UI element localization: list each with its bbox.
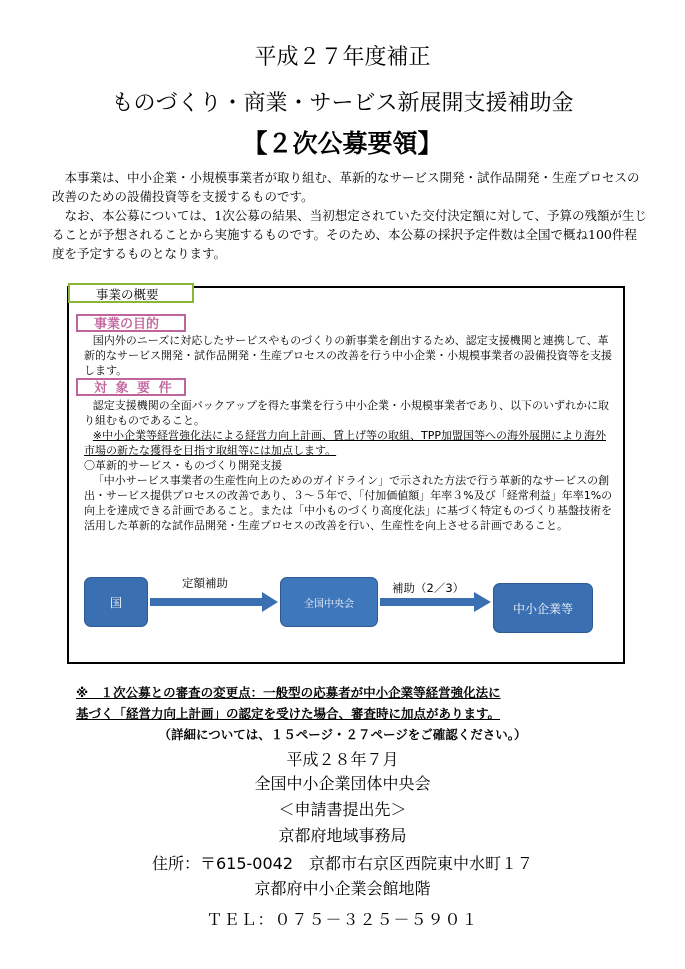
notice-line-2: 基づく「経営力向上計画」の認定を受けた場合、審査時に加点があります。 (76, 706, 501, 721)
flow-node-central-association: 全国中央会 (280, 577, 378, 627)
flow-label-subsidy-ratio: 補助（2／3） (392, 581, 465, 595)
header-year-title: 平成２７年度補正 (254, 45, 431, 70)
purpose-text: 国内外のニーズに対応したサービスやものづくりの新事業を創出するため、認定支援機関と連携して、革新的なサービス開発・試作品開発・生産プロセスの改善を行う中小企業・小規模事業者の設備投資等を支援します。 (84, 334, 612, 377)
footer-address: 住所：〒615-0042 京都市右京区西院東中水町１７ (151, 854, 534, 873)
target-text: 認定支援機関の全面バックアップを得た事業を行う中小企業・小規模事業者であり、以下のいずれかに取り組むものであること。 (84, 399, 610, 427)
footer-date: 平成２８年７月 (286, 750, 399, 769)
flow-node-country: 国 (84, 577, 148, 627)
category-text: 「中小サービス事業者の生産性向上のためのガイドライン」で示された方法で行う革新的なサービスの創出・サービス提供プロセスの改善であり、３～５年で、「付加価値額」年率３%及び「経常利益」年率1%の向上を達成できる計画であること。または「中小ものづくり高度化法」に基づく特定ものづくり基盤技術を活用した革新的な試作品開発・生産プロセスの改善を行い、生産性を向上させる計画であること。 (84, 474, 613, 532)
footer-tel: ＴＥＬ：０７５－３２５－５９０１ (206, 910, 479, 929)
intro-paragraph-1: 本事業は、中小企業・小規模事業者が取り組む、革新的なサービス開発・試作品開発・生産プロセスの改善のための設備投資等を支援するものです。 (52, 170, 640, 204)
target-label: 対 象 要 件 (76, 378, 186, 396)
header-round-title: 【２次公募要領】 (242, 129, 443, 158)
overview-title: 事業の概要 (68, 283, 194, 303)
flow-node-sme: 中小企業等 (493, 583, 593, 633)
intro-paragraph-2: なお、本公募については、1次公募の結果、当初想定されていた交付決定額に対して、予算の残額が生じることが予想されることから実施するものです。そのため、本公募の採択予定件数は全国で概ね100件程度を予定するものとなります。 (52, 208, 647, 261)
header-program-title: ものづくり・商業・サービス新展開支援補助金 (111, 91, 574, 116)
category-title: 〇革新的サービス・ものづくり開発支援 (84, 459, 282, 472)
arrow-1 (150, 592, 278, 612)
purpose-label: 事業の目的 (76, 314, 186, 332)
footer-office: 京都府地域事務局 (278, 826, 407, 845)
footer-organization: 全国中小企業団体中央会 (254, 774, 431, 793)
notice-line-3: （詳細については、１５ページ・２７ページをご確認ください。） (158, 727, 527, 742)
footer-building: 京都府中小企業会館地階 (254, 879, 431, 898)
target-note: ※中小企業等経営強化法による経営力向上計画、賃上げ等の取組、TPP加盟国等への海外展開により海外市場の新たな獲得を目指す取組等には加点します。 (84, 429, 606, 457)
flow-label-fixed-grant: 定額補助 (182, 576, 228, 590)
footer-submit-heading: ＜申請書提出先＞ (278, 800, 407, 819)
notice-line-1: ※ １次公募との審査の変更点：一般型の応募者が中小企業等経営強化法に (76, 685, 501, 700)
